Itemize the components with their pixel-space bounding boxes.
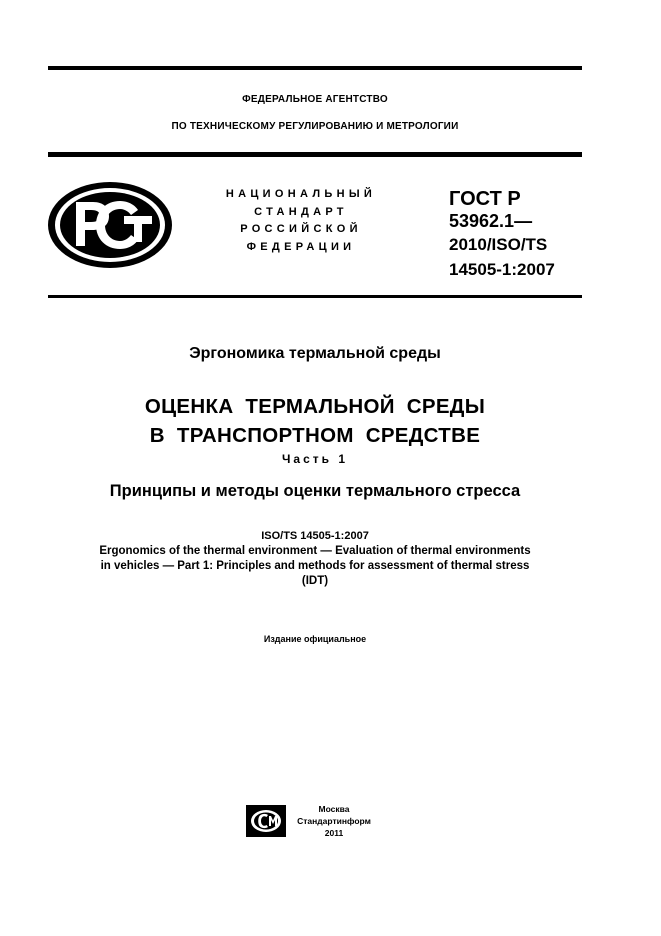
designation-title: ГОСТ Р [449,188,521,210]
standard-type-line3: РОССИЙСКОЙ [240,223,362,235]
standartinform-logo-icon [246,805,286,837]
english-title-line1: Ergonomics of the thermal environment — Evaluation of thermal environments [99,545,531,557]
document-title [48,392,582,450]
standard-designation [449,188,555,282]
agency-name-line1: ФЕДЕРАЛЬНОЕ АГЕНТСТВО [242,94,388,105]
document-subject: Эргономика термальной среды [189,345,441,362]
designation-line3: 2010/ISO/TS [449,235,548,254]
title-line1: ОЦЕНКА ТЕРМАЛЬНОЙ СРЕДЫ [144,395,486,418]
agency-name-line2: ПО ТЕХНИЧЕСКОМУ РЕГУЛИРОВАНИЮ И МЕТРОЛОГИИ [171,121,459,132]
standard-type-line4: ФЕДЕРАЦИИ [246,240,356,253]
rst-logo-icon [46,180,174,270]
part-number: Часть 1 [281,452,349,466]
part-title: Принципы и методы оценки термального стресса [109,482,521,500]
english-title-line2: in vehicles — Part 1: Principles and methods for assessment of thermal stress [100,560,530,572]
title-line2: В ТРАНСПОРТНОМ СРЕДСТВЕ [149,424,481,447]
bottom-rule [48,295,582,298]
standard-type-block [215,186,387,256]
english-title-line3: (IDT) [301,575,329,587]
publisher-year: 2011 [324,828,344,838]
publisher-city: Москва [318,804,350,814]
standard-type-line1: НАЦИОНАЛЬНЫЙ [225,188,377,200]
designation-number: 53962.1— [449,211,533,231]
middle-rule [48,152,582,157]
top-rule [48,66,582,70]
edition-note: Издание официальное [263,634,367,644]
english-title [48,544,582,589]
standard-type-line2: СТАНДАРТ [254,205,348,218]
iso-code: ISO/TS 14505-1:2007 [261,530,369,542]
publisher-name: Стандартинформ [297,816,371,826]
designation-line4: 14505-1:2007 [449,260,555,279]
publisher-block [290,803,378,839]
